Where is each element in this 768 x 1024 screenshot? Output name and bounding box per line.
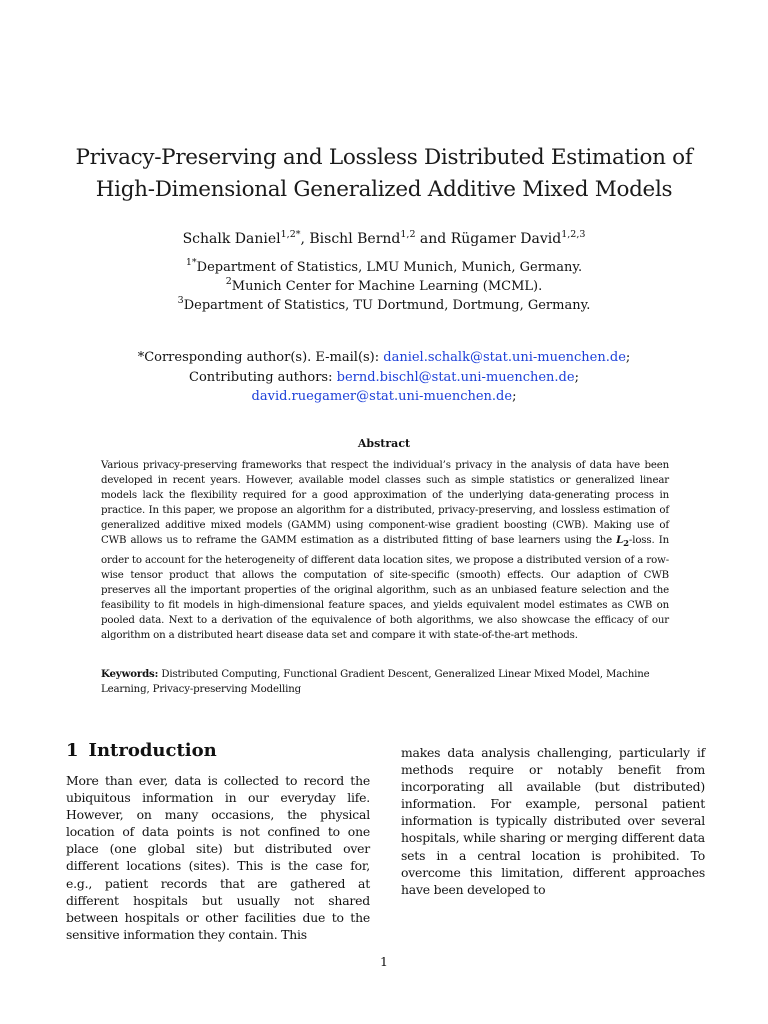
section-number: 1: [66, 740, 79, 761]
section-title: Introduction: [88, 740, 217, 761]
author-separator: ,: [300, 231, 310, 247]
keywords-text: Distributed Computing, Functional Gradient Descent, Generalized Linear Mixed Model, Machine Learning, Privacy-preserving Modelling: [101, 669, 650, 695]
contributing-email-link[interactable]: bernd.bischl@stat.uni-muenchen.de: [336, 369, 575, 385]
author-affiliation-marker: 1,2: [400, 229, 416, 240]
body-text-right-column: makes data analysis challenging, particularly if methods require or notably benefit from incorporating all available (but distributed) information. For example, personal patient information is typically distributed over several hospitals, while sharing or merging different data sets in a central location is prohibited. To overcome this limitation, different approaches have been developed to: [401, 745, 705, 897]
abstract-text-part: -loss. In order to account for the heterogeneity of different data location sites, we propose a distributed version of a row-wise tensor product that allows the computation of site-specific (smooth) effects. Our adaption of CWB preserves all the important properties of the original algorithm, such as an unbiased feature selection and the feasibility to fit models in high-dimensional feature spaces, and yields equivalent model estimates as CWB on pooled data. Next to a derivation of the equivalence of both algorithms, we also showcase the efficacy of our algorithm on a distributed heart disease data set and compare it with state-of-the-art methods.: [101, 535, 669, 642]
contributing-email-link[interactable]: david.ruegamer@stat.uni-muenchen.de: [251, 389, 513, 404]
contributing-label: Contributing authors:: [189, 369, 337, 385]
affiliation: [60, 258, 708, 277]
corresponding-label: *Corresponding author(s). E-mail(s):: [137, 350, 384, 365]
affiliation-text: Munich Center for Machine Learning (MCML).: [231, 279, 543, 294]
affiliation-marker: 2: [225, 276, 232, 287]
contact-block: [60, 348, 708, 407]
title-line-1: Privacy-Preserving and Lossless Distributed Estimation of: [75, 145, 693, 170]
corresponding-email-link[interactable]: daniel.schalk@stat.uni-muenchen.de: [383, 350, 626, 365]
affiliation: [60, 277, 708, 296]
abstract-text-part: Various privacy-preserving frameworks that respect the individual’s privacy in the analysis of data have been developed in recent years. However, available model classes such as simple statistics or generalized linear models lack the flexibility required for a good approximation of the underlying data-generating process in practice. In this paper, we propose an algorithm for a distributed, privacy-preserving, and lossless estimation of generalized additive mixed models (GAMM) using component-wise gradient boosting (CWB). Making use of CWB allows us to reframe the GAMM estimation as a distributed fitting of base learners using the: [101, 460, 669, 547]
page-number: 1: [380, 954, 388, 969]
contributing-authors-line-2: [60, 387, 708, 407]
punctuation: ;: [512, 389, 517, 404]
author-name: Bischl Bernd: [309, 231, 401, 247]
author-separator: and: [415, 231, 451, 247]
keywords-label: Keywords:: [101, 668, 159, 680]
affiliation-list: [60, 258, 708, 315]
contributing-authors-line: [60, 368, 708, 388]
affiliation-text: Department of Statistics, LMU Munich, Munich, Germany.: [196, 260, 583, 275]
abstract-heading: Abstract: [357, 437, 411, 450]
author-name: Schalk Daniel: [182, 231, 281, 247]
affiliation-text: Department of Statistics, TU Dortmund, Dortmung, Germany.: [183, 298, 591, 313]
formula-subscript: 2: [623, 539, 629, 550]
author-name: Rügamer David: [450, 231, 562, 247]
affiliation-marker: 1*: [185, 257, 197, 268]
punctuation: ;: [574, 369, 579, 385]
affiliation: [60, 296, 708, 315]
corresponding-author-line: [60, 348, 708, 368]
body-text-left-column: More than ever, data is collected to record the ubiquitous information in our everyday life. However, on many occasions, the physical location of data points is not confined to one place (one global site) but distributed over different locations (sites). This is the case for, e.g., patient records that are gathered at different hospitals but usually not shared between hospitals or other facilities due to the sensitive information they contain. This: [66, 773, 370, 942]
affiliation-marker: 3: [177, 295, 184, 306]
paper-title: [60, 142, 708, 206]
author-affiliation-marker: 1,2,3: [561, 229, 586, 240]
author-affiliation-marker: 1,2*: [280, 229, 301, 240]
punctuation: ;: [625, 350, 631, 365]
formula-symbol: L: [616, 534, 624, 547]
author-list: [60, 229, 708, 249]
keywords: [101, 667, 669, 697]
title-line-2: High-Dimensional Generalized Additive Mixed Models: [95, 177, 673, 202]
section-heading: [66, 738, 217, 764]
abstract-text: [101, 458, 669, 643]
